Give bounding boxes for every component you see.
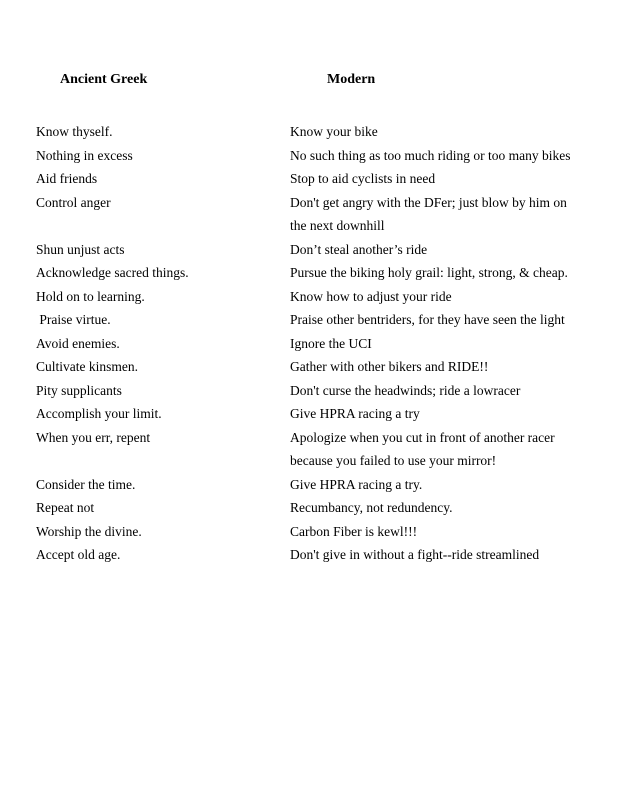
table-row [0, 520, 618, 544]
modern-maxim: Gather with other bikers and RIDE!! [290, 359, 489, 374]
table-row [0, 167, 618, 191]
modern-maxim: Stop to aid cyclists in need [290, 171, 436, 186]
ancient-maxim: Praise virtue. [36, 312, 111, 327]
ancient-maxim: Shun unjust acts [36, 241, 125, 257]
modern-maxim: No such thing as too much riding or too many bikes [290, 147, 571, 163]
modern-maxim: Carbon Fiber is kewl!!! [290, 523, 418, 539]
modern-maxim: Know your bike [290, 124, 378, 139]
table-row [0, 332, 618, 356]
modern-maxim: Apologize when you cut in front of another racer because you failed to use your mirror! [290, 429, 555, 468]
modern-maxim: Give HPRA racing a try [290, 406, 420, 421]
modern-maxim: Pursue the biking holy grail: light, strong, & cheap. [290, 265, 568, 280]
column-header-ancient-greek: Ancient Greek [60, 72, 148, 87]
ancient-maxim: Accomplish your limit. [36, 406, 162, 421]
table-row [0, 238, 618, 262]
table-row [0, 355, 618, 379]
ancient-maxim: Nothing in excess [36, 147, 133, 163]
table-row [0, 543, 618, 567]
column-header-modern: Modern [327, 72, 376, 87]
table-row [0, 285, 618, 309]
ancient-maxim: Cultivate kinsmen. [36, 359, 138, 374]
modern-maxim: Praise other bentriders, for they have seen the light [290, 312, 565, 327]
modern-maxim: Ignore the UCI [290, 335, 372, 351]
maxims-table [0, 120, 618, 567]
ancient-maxim: Worship the divine. [36, 523, 142, 539]
modern-maxim: Don't get angry with the DFer; just blow by him on the next downhill [290, 194, 567, 233]
ancient-maxim: Know thyself. [36, 124, 113, 139]
modern-maxim: Don't curse the headwinds; ride a lowracer [290, 382, 521, 398]
table-row [0, 473, 618, 497]
table-row [0, 144, 618, 168]
table-row [0, 426, 618, 473]
ancient-maxim: Aid friends [36, 171, 98, 186]
table-row [0, 191, 618, 238]
modern-maxim: Know how to adjust your ride [290, 288, 452, 304]
ancient-maxim: Consider the time. [36, 476, 136, 492]
ancient-maxim: Acknowledge sacred things. [36, 265, 189, 280]
ancient-maxim: Repeat not [36, 500, 95, 515]
modern-maxim: Recumbancy, not redundency. [290, 500, 453, 515]
ancient-maxim: Avoid enemies. [36, 335, 120, 351]
ancient-maxim: Pity supplicants [36, 382, 122, 398]
ancient-maxim: Hold on to learning. [36, 288, 145, 304]
table-row [0, 308, 618, 332]
ancient-maxim: Accept old age. [36, 547, 121, 562]
table-row [0, 261, 618, 285]
ancient-maxim: Control anger [36, 194, 111, 210]
modern-maxim: Give HPRA racing a try. [290, 476, 423, 492]
ancient-maxim: When you err, repent [36, 429, 151, 445]
table-row [0, 496, 618, 520]
table-row [0, 120, 618, 144]
modern-maxim: Don’t steal another’s ride [290, 241, 428, 257]
table-row [0, 379, 618, 403]
modern-maxim: Don't give in without a fight--ride streamlined [290, 547, 540, 562]
table-row [0, 402, 618, 426]
